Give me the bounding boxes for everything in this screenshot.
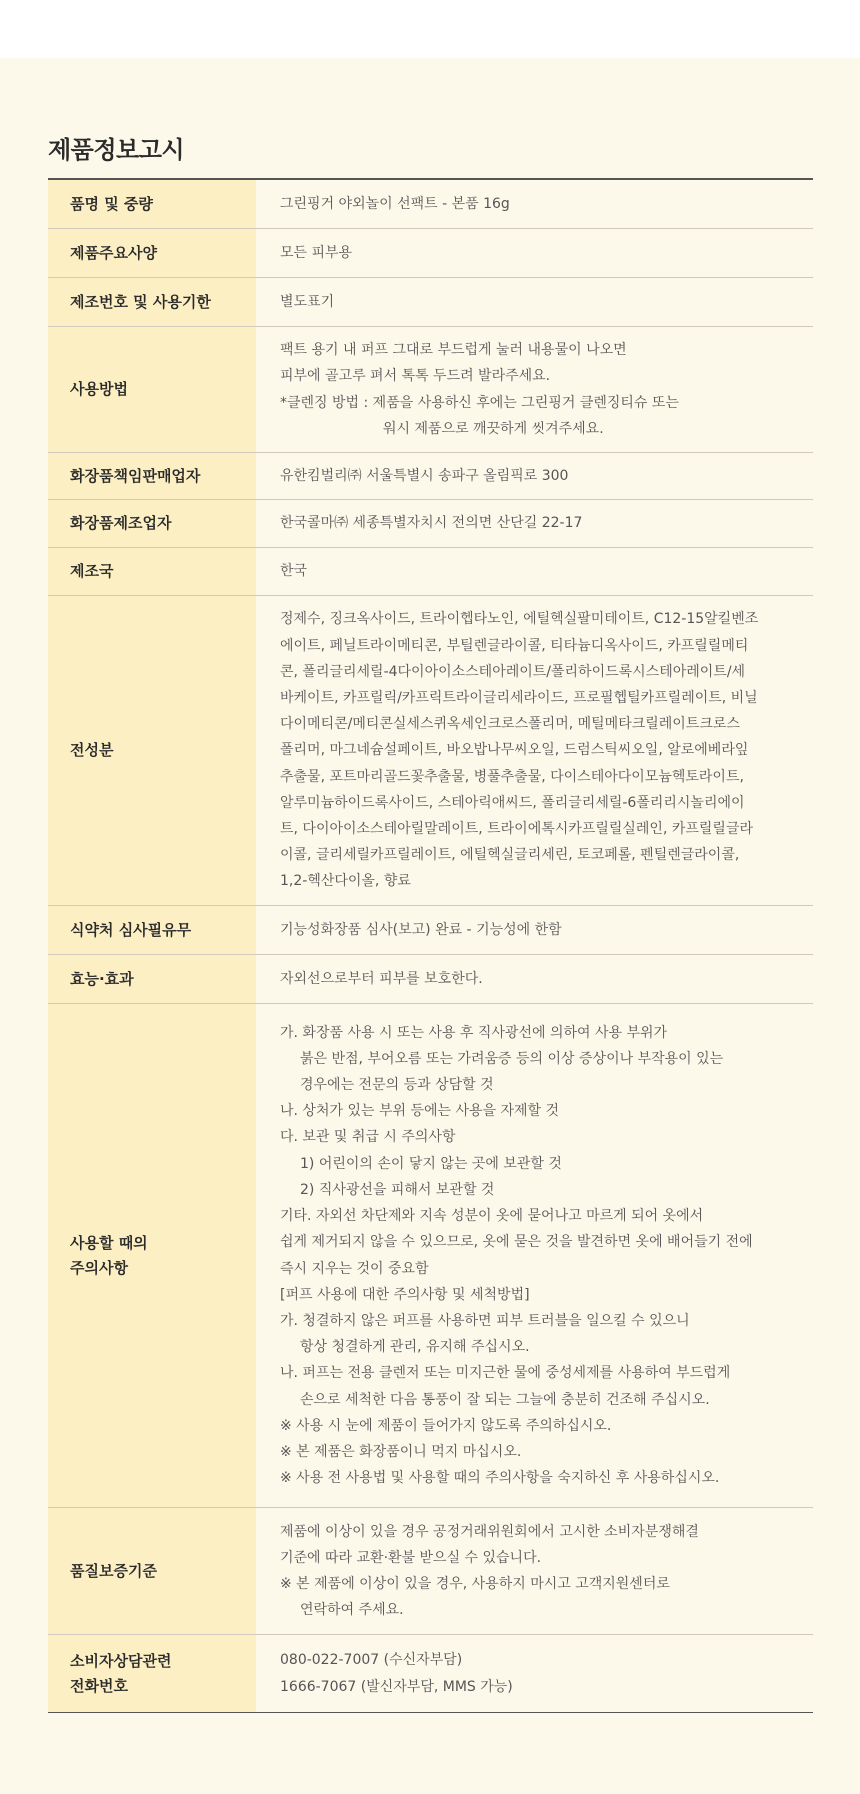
row-label-lot-expiry (48, 278, 256, 327)
row-value-quality-warranty (256, 1508, 813, 1635)
page-title: 제품정보고시 (48, 136, 185, 164)
value-line: 2) 직사광선을 피해서 보관할 것 (300, 1181, 495, 1198)
label-line: 화장품책임판매업자 (70, 466, 201, 485)
row-label-product-name (48, 179, 256, 229)
label-line: 전화번호 (70, 1676, 128, 1695)
row-value-lot-expiry (256, 278, 813, 327)
row-value-main-spec (256, 229, 813, 278)
table-row (48, 1004, 813, 1508)
value-line: 알루미늄하이드록사이드, 스테아릭애씨드, 폴리글리세릴-6폴리리시놀리에이 (280, 794, 745, 811)
value-line: *클렌징 방법 : 제품을 사용하신 후에는 그린핑거 클렌징티슈 또는 (280, 394, 679, 411)
row-value-precautions (256, 1004, 813, 1508)
label-line: 효능·효과 (70, 969, 134, 988)
value-line: 쉽게 제거되지 않을 수 있으므로, 옷에 묻은 것을 발견하면 옷에 배어들기 전에 (280, 1234, 753, 1251)
row-label-precautions (48, 1004, 256, 1508)
phone-number[interactable]: 080-022-7007 (수신자부담) (280, 1652, 463, 1669)
table-row (48, 548, 813, 596)
value-line: 자외선으로부터 피부를 보호한다. (280, 970, 483, 987)
value-line: 이콜, 글리세릴카프릴레이트, 에틸헥실글리세린, 토코페롤, 펜틸렌글라이콜, (280, 847, 740, 864)
value-line: 폴리머, 마그네슘설페이트, 바오밥나무씨오일, 드럼스틱씨오일, 알로에베라잎 (280, 742, 749, 759)
label-line: 전성분 (70, 741, 114, 759)
value-line: 바케이트, 카프릴릭/카프릭트라이글리세라이드, 프로필헵틸카프릴레이트, 비닐 (280, 689, 758, 706)
row-value-consumer-phone (256, 1635, 813, 1713)
table-row (48, 1635, 813, 1713)
value-line: 피부에 골고루 펴서 톡톡 두드려 발라주세요. (280, 368, 551, 385)
row-label-efficacy (48, 955, 256, 1004)
value-line: 나. 상처가 있는 부위 등에는 사용을 자제할 것 (280, 1103, 560, 1120)
value-line: 팩트 용기 내 퍼프 그대로 부드럽게 눌러 내용물이 나오면 (280, 342, 627, 359)
value-line: 추출물, 포트마리골드꽃추출물, 병풀추출물, 다이스테아다이모늄헥토라이트, (280, 768, 744, 785)
row-label-consumer-phone (48, 1635, 256, 1713)
value-line: 그린핑거 야외놀이 선팩트 - 본품 16g (280, 195, 510, 212)
label-line: 제품주요사양 (70, 243, 157, 262)
value-line: ※ 사용 시 눈에 제품이 들어가지 않도록 주의하십시오. (280, 1417, 612, 1434)
value-line: 나. 퍼프는 전용 클렌저 또는 미지근한 물에 중성세제를 사용하여 부드럽게 (280, 1365, 731, 1382)
row-value-manufacturer (256, 500, 813, 548)
value-line: 기능성화장품 심사(보고) 완료 - 기능성에 한함 (280, 921, 562, 938)
value-line: 제품에 이상이 있을 경우 공정거래위원회에서 고시한 소비자분쟁해결 (280, 1523, 699, 1540)
value-line: 경우에는 전문의 등과 상담할 것 (300, 1077, 494, 1094)
value-line: 가. 청결하지 않은 퍼프를 사용하면 피부 트러블을 일으킬 수 있으니 (280, 1312, 690, 1329)
value-line: 기준에 따라 교환·환불 받으실 수 있습니다. (280, 1549, 542, 1566)
table-row (48, 955, 813, 1004)
value-line: 콘, 폴리글리세릴-4다이아이소스테아레이트/폴리하이드록시스테아레이트/세 (280, 663, 746, 680)
row-value-efficacy (256, 955, 813, 1004)
row-value-distributor (256, 453, 813, 500)
value-line: [퍼프 사용에 대한 주의사항 및 세척방법] (280, 1286, 530, 1303)
row-label-quality-warranty (48, 1508, 256, 1635)
row-label-country (48, 548, 256, 596)
value-line: 다. 보관 및 취급 시 주의사항 (280, 1129, 456, 1146)
table-row (48, 453, 813, 500)
value-line: 한국 (280, 563, 308, 580)
value-line: 다이메티콘/메티콘실세스퀴옥세인크로스폴리머, 메틸메타크릴레이트크로스 (280, 716, 740, 733)
value-line: 별도표기 (280, 293, 335, 310)
value-line: 워시 제품으로 깨끗하게 씻겨주세요. (383, 420, 604, 437)
row-value-country (256, 548, 813, 596)
value-line: 유한킴벌리㈜ 서울특별시 송파구 올림픽로 300 (280, 467, 569, 484)
row-label-main-spec (48, 229, 256, 278)
label-line: 제조번호 및 사용기한 (70, 292, 211, 311)
value-line: ※ 사용 전 사용법 및 사용할 때의 주의사항을 숙지하신 후 사용하십시오. (280, 1470, 720, 1487)
value-line: ※ 본 제품에 이상이 있을 경우, 사용하지 마시고 고객지원센터로 (280, 1576, 670, 1592)
row-label-manufacturer (48, 500, 256, 548)
value-line: 정제수, 징크옥사이드, 트라이헵타노인, 에틸헥실팔미테이트, C12-15알킬벤조 (280, 611, 759, 628)
value-line: 붉은 반점, 부어오름 또는 가려움증 등의 이상 증상이나 부작용이 있는 (300, 1050, 724, 1067)
row-value-mfds-review (256, 906, 813, 955)
table-row (48, 229, 813, 278)
label-line: 화장품제조업자 (70, 514, 172, 532)
row-label-ingredients (48, 596, 256, 906)
value-line: 에이트, 페닐트라이메티콘, 부틸렌글라이콜, 티타늄디옥사이드, 카프릴릴메티 (280, 637, 749, 654)
label-line: 주의사항 (70, 1258, 128, 1277)
row-value-ingredients (256, 596, 813, 906)
label-line: 품질보증기준 (70, 1561, 157, 1580)
table-row (48, 278, 813, 327)
label-line: 품명 및 중량 (70, 194, 153, 213)
table-row (48, 906, 813, 955)
value-line: 기타. 자외선 차단제와 지속 성분이 옷에 묻어나고 마르게 되어 옷에서 (280, 1208, 704, 1225)
value-line: 즉시 지우는 것이 중요함 (280, 1260, 429, 1277)
label-line: 식약처 심사필유무 (70, 920, 192, 939)
table-row (48, 327, 813, 453)
value-line: 항상 청결하게 관리, 유지해 주십시오. (300, 1339, 530, 1356)
row-value-usage (256, 327, 813, 453)
table-row (48, 1508, 813, 1635)
value-line: 1) 어린이의 손이 닿지 않는 곳에 보관할 것 (300, 1155, 562, 1172)
table-row (48, 500, 813, 548)
row-label-usage (48, 327, 256, 453)
value-line: 트, 다이아이소스테아릴말레이트, 트라이에톡시카프릴릴실레인, 카프릴릴글라 (280, 821, 753, 837)
label-line: 제조국 (70, 562, 114, 580)
row-label-distributor (48, 453, 256, 500)
table-row (48, 179, 813, 229)
table-row (48, 596, 813, 906)
value-line: ※ 본 제품은 화장품이니 먹지 마십시오. (280, 1443, 522, 1460)
row-value-product-name (256, 179, 813, 229)
top-white-band (0, 0, 860, 58)
value-line: 손으로 세척한 다음 통풍이 잘 되는 그늘에 충분히 건조해 주십시오. (300, 1391, 710, 1408)
value-line: 한국콜마㈜ 세종특별자치시 전의면 산단길 22-17 (280, 515, 583, 532)
row-label-mfds-review (48, 906, 256, 955)
value-line: 1,2-헥산다이올, 향료 (280, 873, 411, 890)
product-info-table (48, 178, 813, 1713)
phone-number[interactable]: 1666-7067 (발신자부담, MMS 가능) (280, 1678, 513, 1695)
value-line: 가. 화장품 사용 시 또는 사용 후 직사광선에 의하여 사용 부위가 (280, 1024, 668, 1041)
label-line: 소비자상담관련 (70, 1651, 172, 1670)
value-line: 연락하여 주세요. (300, 1602, 404, 1619)
value-line: 모든 피부용 (280, 244, 353, 261)
label-line: 사용할 때의 (70, 1233, 148, 1252)
label-line: 사용방법 (70, 380, 128, 398)
